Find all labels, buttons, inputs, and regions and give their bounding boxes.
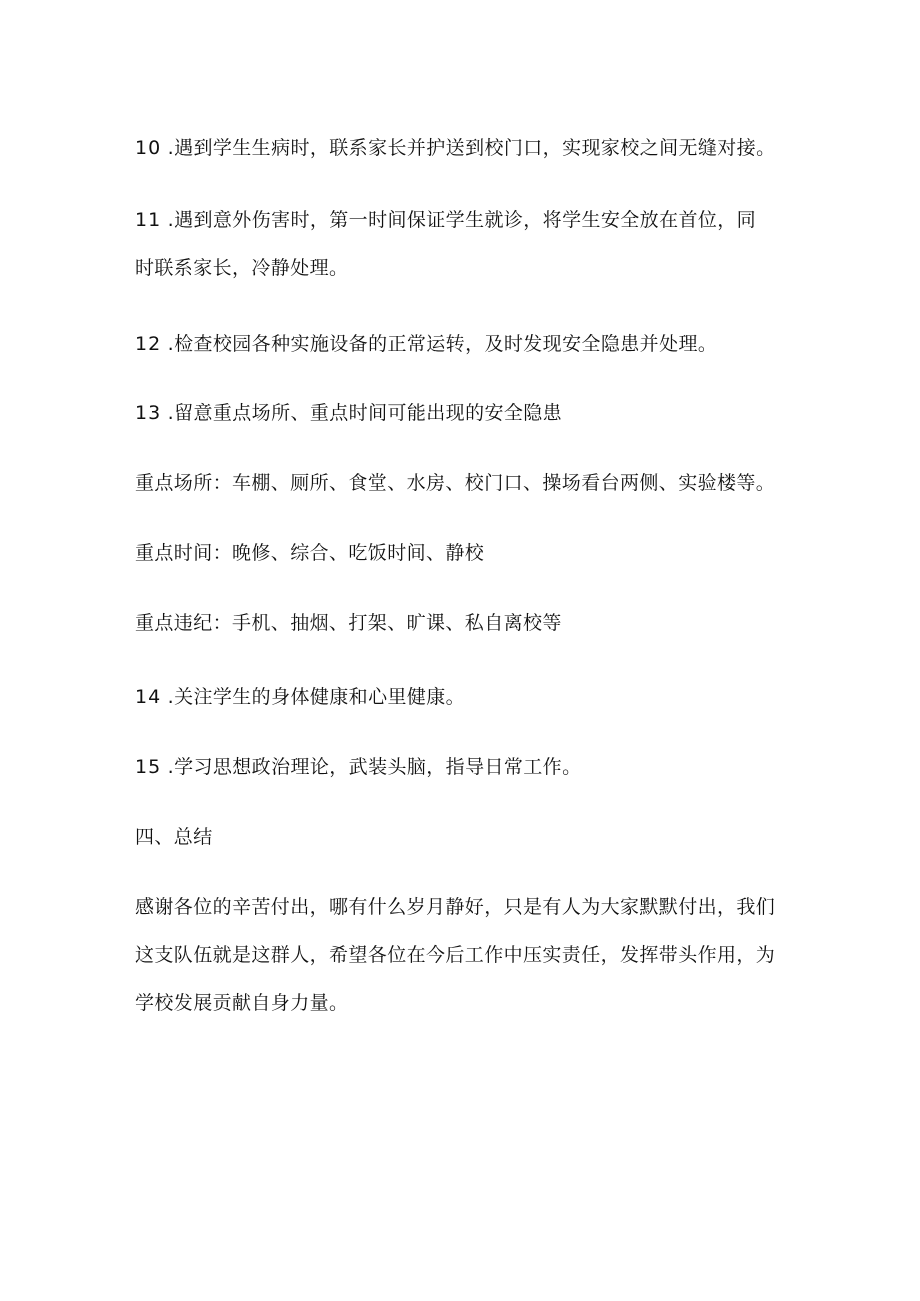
- list-item-11-continuation: [135, 257, 815, 279]
- section-heading: 四、总结: [135, 826, 213, 848]
- item-number: 13: [135, 402, 162, 424]
- key-locations-line: 重点场所：车棚、厕所、食堂、水房、校门口、操场看台两侧、实验楼等。: [135, 472, 776, 494]
- item-text: 时联系家长，冷静处理。: [135, 257, 349, 279]
- summary-line-2: 这支队伍就是这群人，希望各位在今后工作中压实责任，发挥带头作用，为: [135, 944, 776, 966]
- item-text: 检查校园各种实施设备的正常运转，及时发现安全隐患并处理。: [174, 333, 718, 355]
- summary-line-3: 学校发展贡献自身力量。: [135, 992, 349, 1014]
- item-number: 15: [135, 756, 162, 778]
- item-text: 关注学生的身体健康和心里健康。: [174, 686, 466, 708]
- item-separator: .: [161, 402, 175, 424]
- item-number: 12: [135, 333, 162, 355]
- list-item-15: [135, 756, 815, 778]
- list-item-12: [135, 333, 815, 355]
- item-text: 遇到学生生病时，联系家长并护送到校门口，实现家校之间无缝对接。: [174, 137, 776, 159]
- item-separator: .: [161, 686, 175, 708]
- list-item-10: [135, 137, 815, 159]
- item-text: 留意重点场所、重点时间可能出现的安全隐患: [174, 402, 563, 424]
- list-item-14: [135, 686, 815, 708]
- item-separator: .: [161, 209, 175, 231]
- item-text: 学习思想政治理论，武装头脑，指导日常工作。: [174, 756, 582, 778]
- item-number: 10: [135, 137, 162, 159]
- item-number: 11: [135, 209, 162, 231]
- summary-line-1: 感谢各位的辛苦付出，哪有什么岁月静好，只是有人为大家默默付出，我们: [135, 896, 776, 918]
- item-text: 遇到意外伤害时，第一时间保证学生就诊，将学生安全放在首位，同: [174, 209, 757, 231]
- key-times-line: 重点时间：晚修、综合、吃饭时间、静校: [135, 542, 485, 564]
- item-separator: .: [161, 137, 175, 159]
- list-item-11: [135, 209, 815, 231]
- item-number: 14: [135, 686, 162, 708]
- item-separator: .: [161, 333, 175, 355]
- item-separator: .: [161, 756, 175, 778]
- key-violations-line: 重点违纪：手机、抽烟、打架、旷课、私自离校等: [135, 612, 562, 634]
- list-item-13: [135, 402, 815, 424]
